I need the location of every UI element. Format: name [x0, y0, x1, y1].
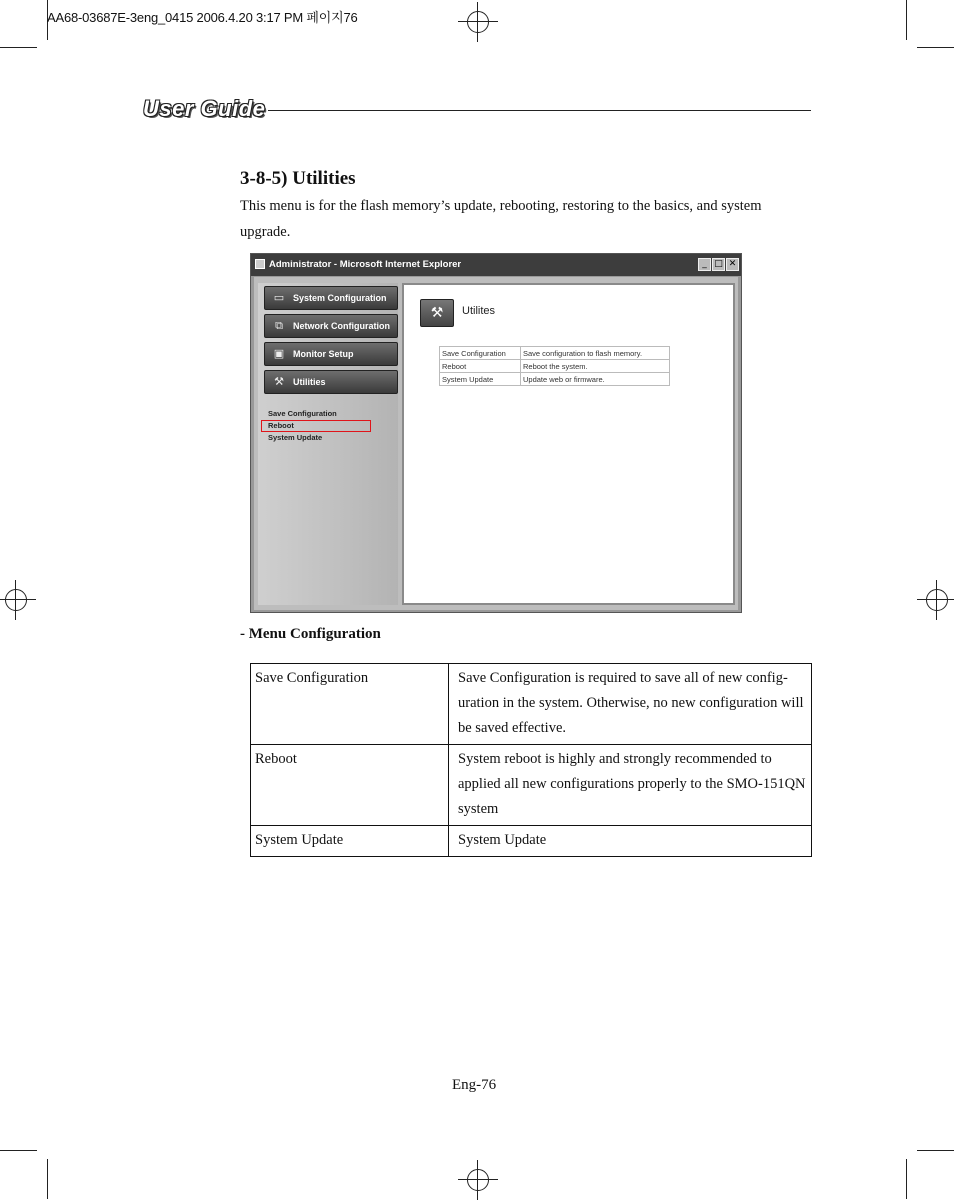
row-name[interactable]: System Update [440, 373, 521, 386]
item-cell: Reboot [251, 745, 449, 826]
menu-config-heading: - Menu Configuration [240, 626, 381, 642]
nav-utilities[interactable] [264, 370, 398, 394]
registration-mark-bottom [458, 1160, 498, 1200]
row-desc: Update web or firmware. [521, 373, 670, 386]
content-panel [402, 283, 735, 605]
table-row [440, 360, 670, 373]
maximize-icon[interactable]: □ [712, 258, 725, 271]
table-row [440, 347, 670, 360]
window-title: Administrator - Microsoft Internet Explorer [269, 259, 462, 270]
table-row [440, 373, 670, 386]
page-number: Eng-76 [452, 1077, 497, 1093]
nav-monitor-setup[interactable] [264, 342, 398, 366]
sublink-save-configuration[interactable]: Save Configuration [268, 409, 337, 418]
section-title: 3-8-5) Utilities [240, 168, 356, 189]
item-cell: Save Configuration [251, 664, 449, 745]
reboot-highlight-box [261, 420, 371, 432]
close-icon[interactable]: ✕ [726, 258, 739, 271]
network-icon: ⧉ [275, 319, 283, 332]
crop-mark [917, 1150, 954, 1151]
crop-mark [906, 0, 907, 40]
sidebar [258, 283, 398, 605]
item-cell: System Update [251, 826, 449, 857]
nav-label: System Configuration [293, 293, 387, 303]
row-name[interactable]: Reboot [440, 360, 521, 373]
tools-icon: ⚒ [420, 299, 454, 327]
desc-cell: Save Configuration is required to save all of new config-uration in the system. Otherwise, no new configuration will be saved effective. [449, 664, 812, 745]
guide-title: User Guide [143, 96, 266, 121]
content-title: Utilites [462, 305, 496, 317]
nav-label: Network Configuration [293, 321, 390, 331]
intro-paragraph: This menu is for the flash memory’s update, rebooting, restoring to the basics, and system upgrade. [240, 198, 762, 240]
table-row [251, 664, 812, 745]
registration-mark-right [917, 580, 954, 620]
sublink-reboot[interactable]: Reboot [268, 421, 294, 430]
print-meta: AA68-03687E-3eng_0415 2006.4.20 3:17 PM 페이지76 [47, 10, 358, 25]
menu-config-table [250, 663, 812, 857]
crop-mark [47, 1159, 48, 1199]
browser-window-screenshot [250, 253, 742, 613]
header-rule [268, 110, 811, 111]
table-row [251, 745, 812, 826]
desc-cell: System Update [449, 826, 812, 857]
registration-mark-top [458, 2, 498, 42]
crop-mark [906, 1159, 907, 1199]
row-name[interactable]: Save Configuration [440, 347, 521, 360]
crop-mark [0, 47, 37, 48]
ie-icon [255, 259, 265, 269]
table-row [251, 826, 812, 857]
window-body [254, 277, 738, 610]
window-titlebar [251, 254, 741, 276]
nav-system-configuration[interactable] [264, 286, 398, 310]
nav-label: Monitor Setup [293, 349, 354, 359]
monitor-setup-icon: ▣ [273, 347, 285, 360]
crop-mark [0, 1150, 37, 1151]
nav-label: Utilities [293, 377, 326, 387]
crop-mark [917, 47, 954, 48]
tools-icon: ⚒ [274, 375, 284, 388]
nav-network-configuration[interactable] [264, 314, 398, 338]
desc-cell: System reboot is highly and strongly recommended to applied all new configurations properly to the SMO-151QN system [449, 745, 812, 826]
row-desc: Save configuration to flash memory. [521, 347, 670, 360]
row-desc: Reboot the system. [521, 360, 670, 373]
registration-mark-left [0, 580, 36, 620]
utilities-table [439, 346, 670, 386]
monitor-icon: ▭ [273, 291, 285, 304]
minimize-icon[interactable]: _ [698, 258, 711, 271]
sublink-system-update[interactable]: System Update [268, 433, 323, 442]
